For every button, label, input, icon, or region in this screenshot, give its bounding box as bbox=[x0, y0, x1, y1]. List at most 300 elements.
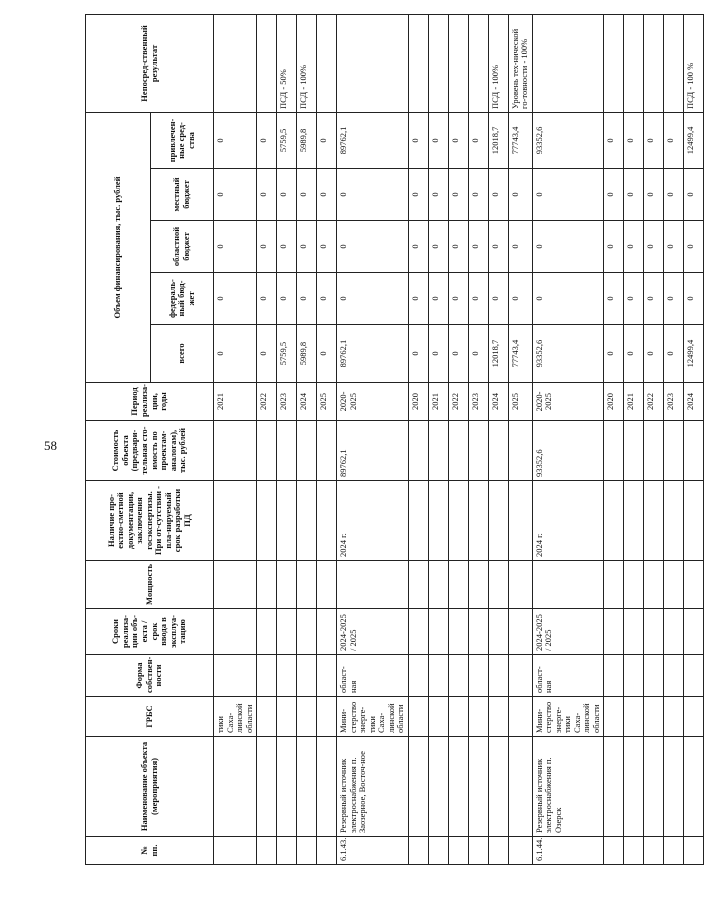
cell-num bbox=[214, 837, 257, 865]
cell-capacity bbox=[532, 561, 604, 609]
table-row bbox=[408, 14, 428, 864]
table-row bbox=[448, 14, 468, 864]
cell-period: 2021 bbox=[428, 383, 448, 421]
cell-ownership bbox=[214, 655, 257, 697]
cell-total: 0 bbox=[428, 325, 448, 383]
cell-grbs bbox=[624, 697, 644, 737]
cell-name: Резервный источник электроснабжения п. Заозерное, Восточ-ное bbox=[337, 737, 409, 837]
cell-total: 0 bbox=[644, 325, 664, 383]
cell-design bbox=[214, 481, 257, 561]
cell-ownership bbox=[317, 655, 337, 697]
cell-num bbox=[428, 837, 448, 865]
cell-ownership bbox=[428, 655, 448, 697]
cell-capacity bbox=[297, 561, 317, 609]
cell-federal: 0 bbox=[408, 273, 428, 325]
cell-attracted: 89762,1 bbox=[337, 112, 409, 168]
cell-period: 2024 bbox=[684, 383, 704, 421]
cell-ownership bbox=[624, 655, 644, 697]
cell-result bbox=[428, 14, 448, 112]
cell-grbs bbox=[508, 697, 532, 737]
cell-grbs: Мини-стерство энерге-тики Саха-линской области bbox=[337, 697, 409, 737]
cell-federal: 0 bbox=[428, 273, 448, 325]
cell-timeline bbox=[488, 609, 508, 655]
cell-total: 5759,5 bbox=[277, 325, 297, 383]
cell-local: 0 bbox=[532, 169, 604, 221]
cell-period: 2024 bbox=[488, 383, 508, 421]
cell-num bbox=[408, 837, 428, 865]
cell-total: 0 bbox=[317, 325, 337, 383]
cell-design bbox=[664, 481, 684, 561]
cell-result: ПСД - 100 % bbox=[684, 14, 704, 112]
cell-federal: 0 bbox=[448, 273, 468, 325]
cell-total: 0 bbox=[624, 325, 644, 383]
table-row bbox=[428, 14, 448, 864]
cell-total: 0 bbox=[257, 325, 277, 383]
table-row bbox=[644, 14, 664, 864]
cell-local: 0 bbox=[604, 169, 624, 221]
cell-ownership bbox=[408, 655, 428, 697]
table-row bbox=[508, 14, 532, 864]
cell-period: 2022 bbox=[448, 383, 468, 421]
table-row bbox=[297, 14, 317, 864]
cell-federal: 0 bbox=[277, 273, 297, 325]
header-result: Непосред-ственный результат bbox=[86, 14, 214, 112]
cell-capacity bbox=[214, 561, 257, 609]
cell-ownership bbox=[604, 655, 624, 697]
cell-local: 0 bbox=[508, 169, 532, 221]
cell-grbs bbox=[604, 697, 624, 737]
cell-ownership bbox=[257, 655, 277, 697]
header-local: местный бюджет bbox=[151, 169, 214, 221]
cell-timeline bbox=[257, 609, 277, 655]
cell-name bbox=[317, 737, 337, 837]
cell-attracted: 0 bbox=[428, 112, 448, 168]
cell-federal: 0 bbox=[488, 273, 508, 325]
table-row bbox=[277, 14, 297, 864]
header-regional: областной бюджет bbox=[151, 221, 214, 273]
cell-period: 2020-2025 bbox=[337, 383, 409, 421]
cell-total: 89762,1 bbox=[337, 325, 409, 383]
cell-capacity bbox=[644, 561, 664, 609]
cell-design bbox=[428, 481, 448, 561]
cell-period: 2021 bbox=[214, 383, 257, 421]
cell-grbs bbox=[257, 697, 277, 737]
cell-local: 0 bbox=[644, 169, 664, 221]
cell-design bbox=[448, 481, 468, 561]
cell-name bbox=[257, 737, 277, 837]
investment-objects-table bbox=[85, 14, 704, 865]
cell-grbs bbox=[644, 697, 664, 737]
cell-capacity bbox=[317, 561, 337, 609]
cell-timeline bbox=[297, 609, 317, 655]
cell-num bbox=[277, 837, 297, 865]
cell-local: 0 bbox=[337, 169, 409, 221]
cell-ownership bbox=[448, 655, 468, 697]
cell-num bbox=[644, 837, 664, 865]
cell-timeline bbox=[448, 609, 468, 655]
cell-attracted: 93352,6 bbox=[532, 112, 604, 168]
cell-total: 93352,6 bbox=[532, 325, 604, 383]
cell-total: 0 bbox=[214, 325, 257, 383]
cell-attracted: 5759,5 bbox=[277, 112, 297, 168]
cell-grbs bbox=[428, 697, 448, 737]
cell-attracted: 0 bbox=[214, 112, 257, 168]
table-row bbox=[604, 14, 624, 864]
cell-design bbox=[644, 481, 664, 561]
cell-cost bbox=[317, 421, 337, 481]
cell-capacity bbox=[468, 561, 488, 609]
cell-federal: 0 bbox=[664, 273, 684, 325]
cell-period: 2025 bbox=[317, 383, 337, 421]
cell-cost bbox=[277, 421, 297, 481]
cell-result bbox=[532, 14, 604, 112]
cell-name bbox=[488, 737, 508, 837]
cell-local: 0 bbox=[277, 169, 297, 221]
page-number: 58 bbox=[44, 438, 57, 453]
cell-attracted: 0 bbox=[664, 112, 684, 168]
cell-cost bbox=[604, 421, 624, 481]
cell-local: 0 bbox=[297, 169, 317, 221]
cell-regional: 0 bbox=[408, 221, 428, 273]
cell-local: 0 bbox=[624, 169, 644, 221]
cell-timeline: 2024-2025 / 2025 bbox=[337, 609, 409, 655]
cell-total: 5989,8 bbox=[297, 325, 317, 383]
cell-capacity bbox=[604, 561, 624, 609]
table-row bbox=[468, 14, 488, 864]
cell-cost bbox=[297, 421, 317, 481]
cell-regional: 0 bbox=[624, 221, 644, 273]
cell-ownership bbox=[684, 655, 704, 697]
cell-attracted: 77743,4 bbox=[508, 112, 532, 168]
cell-attracted: 0 bbox=[468, 112, 488, 168]
cell-total: 12499,4 bbox=[684, 325, 704, 383]
cell-attracted: 5989,8 bbox=[297, 112, 317, 168]
cell-result bbox=[624, 14, 644, 112]
cell-period: 2023 bbox=[468, 383, 488, 421]
cell-period: 2020 bbox=[604, 383, 624, 421]
header-grbs: ГРБС bbox=[86, 697, 214, 737]
cell-period: 2025 bbox=[508, 383, 532, 421]
cell-ownership: област-ная bbox=[532, 655, 604, 697]
cell-name bbox=[277, 737, 297, 837]
cell-num: 6.1.43. bbox=[337, 837, 409, 865]
cell-result bbox=[214, 14, 257, 112]
cell-name bbox=[664, 737, 684, 837]
cell-name bbox=[297, 737, 317, 837]
cell-design bbox=[277, 481, 297, 561]
cell-federal: 0 bbox=[257, 273, 277, 325]
cell-grbs bbox=[664, 697, 684, 737]
cell-local: 0 bbox=[317, 169, 337, 221]
cell-local: 0 bbox=[684, 169, 704, 221]
cell-cost: 89762,1 bbox=[337, 421, 409, 481]
cell-regional: 0 bbox=[664, 221, 684, 273]
cell-federal: 0 bbox=[297, 273, 317, 325]
cell-attracted: 0 bbox=[257, 112, 277, 168]
cell-name bbox=[604, 737, 624, 837]
cell-result: ПСД - 50% bbox=[277, 14, 297, 112]
cell-attracted: 0 bbox=[448, 112, 468, 168]
cell-total: 0 bbox=[604, 325, 624, 383]
cell-capacity bbox=[408, 561, 428, 609]
cell-capacity bbox=[257, 561, 277, 609]
cell-num bbox=[468, 837, 488, 865]
header-capacity: Мощность bbox=[86, 561, 214, 609]
cell-ownership bbox=[644, 655, 664, 697]
cell-result bbox=[644, 14, 664, 112]
cell-grbs bbox=[488, 697, 508, 737]
header-federal: федераль-ный бюд-жет bbox=[151, 273, 214, 325]
cell-federal: 0 bbox=[337, 273, 409, 325]
header-ownership: Форма собствен-ности bbox=[86, 655, 214, 697]
cell-grbs bbox=[408, 697, 428, 737]
cell-regional: 0 bbox=[448, 221, 468, 273]
cell-num bbox=[604, 837, 624, 865]
cell-cost bbox=[408, 421, 428, 481]
cell-design bbox=[408, 481, 428, 561]
cell-design bbox=[468, 481, 488, 561]
cell-ownership: област-ная bbox=[337, 655, 409, 697]
cell-period: 2020 bbox=[408, 383, 428, 421]
header-funding-group: Объем финансирования, тыс. рублей bbox=[86, 112, 151, 382]
cell-capacity bbox=[684, 561, 704, 609]
cell-name bbox=[428, 737, 448, 837]
cell-attracted: 0 bbox=[408, 112, 428, 168]
cell-design bbox=[317, 481, 337, 561]
cell-capacity bbox=[508, 561, 532, 609]
cell-design bbox=[297, 481, 317, 561]
cell-total: 77743,4 bbox=[508, 325, 532, 383]
cell-timeline bbox=[644, 609, 664, 655]
table-row bbox=[532, 14, 604, 864]
cell-period: 2024 bbox=[297, 383, 317, 421]
cell-total: 0 bbox=[664, 325, 684, 383]
cell-cost bbox=[448, 421, 468, 481]
header-total: всего bbox=[151, 325, 214, 383]
cell-num bbox=[664, 837, 684, 865]
cell-result bbox=[664, 14, 684, 112]
cell-design bbox=[508, 481, 532, 561]
table-row bbox=[257, 14, 277, 864]
cell-attracted: 0 bbox=[604, 112, 624, 168]
cell-cost: 93352,6 bbox=[532, 421, 604, 481]
cell-timeline bbox=[408, 609, 428, 655]
cell-period: 2022 bbox=[257, 383, 277, 421]
cell-attracted: 12018,7 bbox=[488, 112, 508, 168]
cell-federal: 0 bbox=[644, 273, 664, 325]
cell-num bbox=[624, 837, 644, 865]
cell-period: 2021 bbox=[624, 383, 644, 421]
cell-design bbox=[488, 481, 508, 561]
header-name: Наименование объекта (мероприятия) bbox=[86, 737, 214, 837]
cell-period: 2023 bbox=[277, 383, 297, 421]
cell-grbs bbox=[317, 697, 337, 737]
cell-design: 2024 г. bbox=[337, 481, 409, 561]
cell-local: 0 bbox=[488, 169, 508, 221]
cell-regional: 0 bbox=[337, 221, 409, 273]
cell-name: Резервный источник электроснабжения п. Озерск bbox=[532, 737, 604, 837]
table-body bbox=[214, 14, 704, 864]
cell-name bbox=[468, 737, 488, 837]
cell-timeline bbox=[664, 609, 684, 655]
cell-period: 2020-2025 bbox=[532, 383, 604, 421]
cell-period: 2023 bbox=[664, 383, 684, 421]
cell-cost bbox=[644, 421, 664, 481]
cell-design bbox=[684, 481, 704, 561]
header-period: Период реализа-ции, годы bbox=[86, 383, 214, 421]
cell-grbs: тики Саха-линской области bbox=[214, 697, 257, 737]
cell-timeline bbox=[684, 609, 704, 655]
header-timeline: Сроки реализа-ции объ-екта / срок ввода в эксплуа-тацию bbox=[86, 609, 214, 655]
cell-design: 2024 г. bbox=[532, 481, 604, 561]
cell-ownership bbox=[468, 655, 488, 697]
cell-total: 0 bbox=[468, 325, 488, 383]
cell-num: 6.1.44. bbox=[532, 837, 604, 865]
table-row bbox=[337, 14, 409, 864]
cell-num bbox=[297, 837, 317, 865]
cell-timeline bbox=[428, 609, 448, 655]
cell-num bbox=[508, 837, 532, 865]
cell-result bbox=[604, 14, 624, 112]
cell-cost bbox=[468, 421, 488, 481]
cell-result: ПСД - 100% bbox=[297, 14, 317, 112]
cell-local: 0 bbox=[257, 169, 277, 221]
cell-ownership bbox=[488, 655, 508, 697]
cell-cost bbox=[428, 421, 448, 481]
cell-regional: 0 bbox=[488, 221, 508, 273]
cell-result: Уровень тех-нической го-товности - 100% bbox=[508, 14, 532, 112]
cell-name bbox=[684, 737, 704, 837]
cell-result bbox=[408, 14, 428, 112]
cell-ownership bbox=[297, 655, 317, 697]
cell-timeline bbox=[624, 609, 644, 655]
cell-attracted: 12499,4 bbox=[684, 112, 704, 168]
cell-federal: 0 bbox=[684, 273, 704, 325]
cell-ownership bbox=[664, 655, 684, 697]
cell-local: 0 bbox=[448, 169, 468, 221]
cell-regional: 0 bbox=[532, 221, 604, 273]
cell-ownership bbox=[277, 655, 297, 697]
cell-capacity bbox=[428, 561, 448, 609]
cell-regional: 0 bbox=[604, 221, 624, 273]
cell-name bbox=[644, 737, 664, 837]
cell-federal: 0 bbox=[214, 273, 257, 325]
cell-total: 12018,7 bbox=[488, 325, 508, 383]
cell-num bbox=[448, 837, 468, 865]
cell-name bbox=[214, 737, 257, 837]
cell-regional: 0 bbox=[257, 221, 277, 273]
cell-federal: 0 bbox=[317, 273, 337, 325]
cell-cost bbox=[664, 421, 684, 481]
cell-regional: 0 bbox=[277, 221, 297, 273]
cell-cost bbox=[684, 421, 704, 481]
table-row bbox=[488, 14, 508, 864]
header-num: № пп. bbox=[86, 837, 214, 865]
cell-ownership bbox=[508, 655, 532, 697]
cell-timeline bbox=[508, 609, 532, 655]
cell-attracted: 0 bbox=[317, 112, 337, 168]
cell-num bbox=[684, 837, 704, 865]
cell-regional: 0 bbox=[428, 221, 448, 273]
table-row bbox=[684, 14, 704, 864]
cell-name bbox=[508, 737, 532, 837]
table-row bbox=[664, 14, 684, 864]
cell-federal: 0 bbox=[624, 273, 644, 325]
cell-cost bbox=[624, 421, 644, 481]
cell-regional: 0 bbox=[468, 221, 488, 273]
cell-regional: 0 bbox=[644, 221, 664, 273]
cell-num bbox=[488, 837, 508, 865]
cell-timeline bbox=[277, 609, 297, 655]
cell-total: 0 bbox=[408, 325, 428, 383]
rotated-table-container bbox=[85, 15, 696, 865]
cell-timeline bbox=[317, 609, 337, 655]
cell-federal: 0 bbox=[508, 273, 532, 325]
header-design-docs: Наличие про-ектно-сметной документации, заключения госэкспертизы. При от-сутствии - пла-нируемый срок разработки ПД bbox=[86, 481, 214, 561]
cell-timeline: 2024-2025 / 2025 bbox=[532, 609, 604, 655]
cell-federal: 0 bbox=[604, 273, 624, 325]
cell-design bbox=[624, 481, 644, 561]
header-cost: Стоимость объекта (предвари-тельная сто-имость по проектам-аналогам), тыс. рублей bbox=[86, 421, 214, 481]
cell-grbs bbox=[468, 697, 488, 737]
cell-attracted: 0 bbox=[624, 112, 644, 168]
cell-timeline bbox=[604, 609, 624, 655]
cell-result bbox=[337, 14, 409, 112]
cell-cost bbox=[488, 421, 508, 481]
header-attracted: привлечен-ные сред-ства bbox=[151, 112, 214, 168]
cell-regional: 0 bbox=[214, 221, 257, 273]
cell-grbs: Мини-стерство энерге-тики Саха-линской области bbox=[532, 697, 604, 737]
cell-cost bbox=[508, 421, 532, 481]
cell-local: 0 bbox=[468, 169, 488, 221]
cell-attracted: 0 bbox=[644, 112, 664, 168]
table-row bbox=[214, 14, 257, 864]
cell-result: ПСД - 100% bbox=[488, 14, 508, 112]
cell-regional: 0 bbox=[508, 221, 532, 273]
table-row bbox=[624, 14, 644, 864]
cell-timeline bbox=[468, 609, 488, 655]
cell-capacity bbox=[337, 561, 409, 609]
cell-grbs bbox=[277, 697, 297, 737]
cell-result bbox=[257, 14, 277, 112]
cell-name bbox=[408, 737, 428, 837]
cell-regional: 0 bbox=[297, 221, 317, 273]
cell-federal: 0 bbox=[468, 273, 488, 325]
cell-cost bbox=[257, 421, 277, 481]
table-row bbox=[317, 14, 337, 864]
cell-name bbox=[448, 737, 468, 837]
cell-num bbox=[257, 837, 277, 865]
cell-local: 0 bbox=[214, 169, 257, 221]
cell-grbs bbox=[448, 697, 468, 737]
cell-federal: 0 bbox=[532, 273, 604, 325]
cell-name bbox=[624, 737, 644, 837]
cell-local: 0 bbox=[664, 169, 684, 221]
cell-design bbox=[257, 481, 277, 561]
cell-capacity bbox=[277, 561, 297, 609]
cell-local: 0 bbox=[408, 169, 428, 221]
cell-num bbox=[317, 837, 337, 865]
cell-total: 0 bbox=[448, 325, 468, 383]
cell-result bbox=[448, 14, 468, 112]
cell-regional: 0 bbox=[317, 221, 337, 273]
cell-design bbox=[604, 481, 624, 561]
cell-capacity bbox=[488, 561, 508, 609]
cell-regional: 0 bbox=[684, 221, 704, 273]
cell-local: 0 bbox=[428, 169, 448, 221]
cell-timeline bbox=[214, 609, 257, 655]
cell-grbs bbox=[297, 697, 317, 737]
